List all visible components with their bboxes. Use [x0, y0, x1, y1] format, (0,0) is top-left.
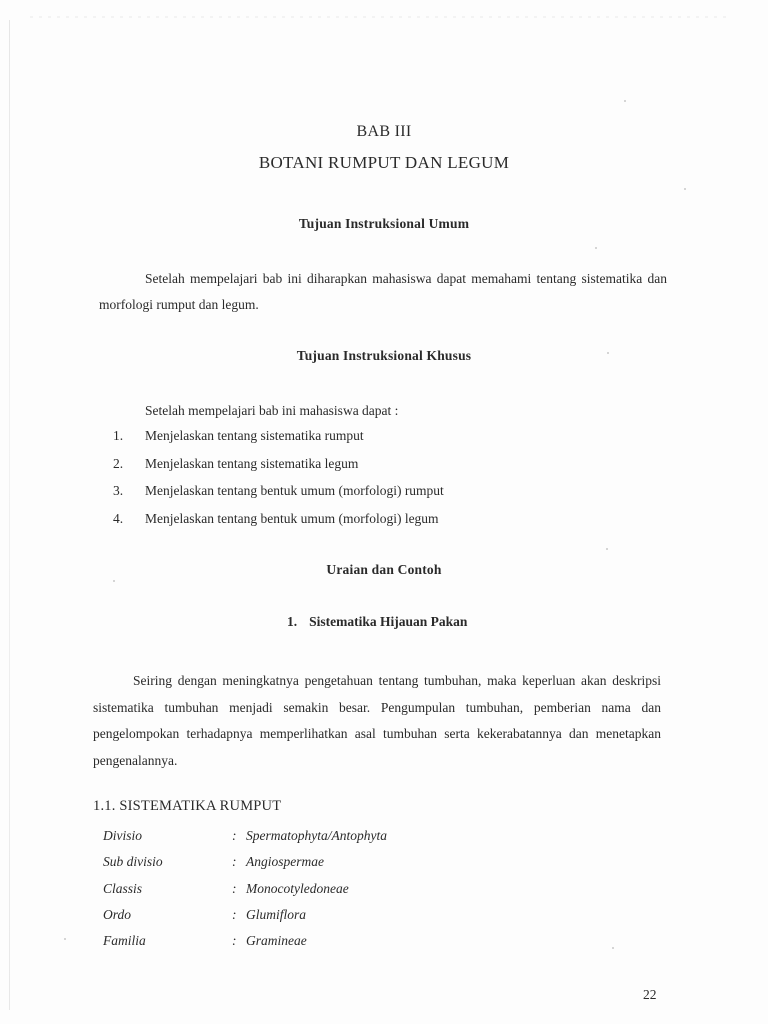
table-row	[103, 849, 387, 875]
scan-speck	[624, 100, 626, 102]
chapter-title: BOTANI RUMPUT DAN LEGUM	[258, 153, 510, 172]
list-item-text: Menjelaskan tentang bentuk umum (morfologi) rumput	[145, 483, 444, 498]
scan-speck	[64, 938, 66, 940]
specific-objective-intro: Setelah mempelajari bab ini mahasiswa dapat :	[145, 403, 399, 418]
taxon-separator: :	[232, 907, 237, 923]
taxon-value: Monocotyledoneae	[246, 880, 349, 896]
scan-speck	[606, 548, 608, 550]
general-objective-paragraph: Setelah mempelajari bab ini diharapkan mahasiswa dapat memahami tentang sistematika dan morfologi rumput dan legum.	[99, 271, 667, 312]
section-title: Sistematika Hijauan Pakan	[309, 614, 468, 629]
list-item-number: 1.	[113, 428, 124, 443]
section-number: 1.	[287, 614, 298, 629]
taxon-separator: :	[232, 880, 237, 896]
list-item	[113, 423, 444, 451]
description-heading: Uraian dan Contoh	[326, 562, 442, 577]
list-item-text: Menjelaskan tentang sistematika legum	[145, 455, 359, 471]
scan-speck	[607, 352, 609, 354]
table-row	[103, 928, 387, 954]
taxon-rank: Ordo	[103, 907, 132, 923]
page-number: 22	[643, 987, 657, 1002]
taxon-value: Gramineae	[246, 933, 307, 949]
taxon-rank: Sub divisio	[103, 854, 163, 870]
chapter-label: BAB III	[356, 123, 412, 140]
list-item-number: 4.	[113, 510, 124, 526]
scan-speck	[113, 580, 115, 582]
list-item	[113, 451, 444, 479]
table-row	[103, 823, 387, 849]
scan-speck	[595, 247, 597, 249]
taxon-value: Spermatophyta/Antophyta	[246, 828, 387, 844]
taxon-rank: Familia	[103, 933, 146, 949]
taxon-separator: :	[232, 828, 237, 844]
taxon-rank: Classis	[103, 880, 143, 896]
list-item-text: Menjelaskan tentang bentuk umum (morfologi) legum	[145, 510, 439, 526]
subsection-heading: 1.1. SISTEMATIKA RUMPUT	[93, 798, 282, 814]
scan-speck	[612, 947, 614, 949]
general-objective-heading: Tujuan Instruksional Umum	[298, 216, 470, 231]
section-heading	[287, 614, 467, 630]
specific-objective-heading: Tujuan Instruksional Khusus	[296, 348, 472, 363]
taxon-separator: :	[232, 933, 237, 949]
list-item-text: Menjelaskan tentang sistematika rumput	[145, 428, 364, 443]
scan-speck	[684, 188, 686, 190]
scan-noise	[30, 16, 730, 18]
list-item	[113, 506, 444, 534]
list-item	[113, 478, 444, 506]
taxon-separator: :	[232, 854, 237, 870]
list-item-number: 2.	[113, 455, 124, 471]
table-row	[103, 876, 387, 902]
taxon-value: Angiospermae	[246, 854, 324, 870]
list-item-number: 3.	[113, 483, 124, 498]
section-paragraph: Seiring dengan meningkatnya pengetahuan tentang tumbuhan, maka keperluan akan deskripsi sistematika tumbuhan menjadi semakin besar. Pengumpulan tumbuhan, pemberian nama dan pengelompokan terhadapnya memperlihatkan asal tumbuhan serta kekerabatannya dan menetapkan pengenalannya.	[93, 673, 661, 768]
specific-objective-list	[113, 423, 444, 533]
taxon-value: Glumiflora	[246, 907, 307, 923]
taxon-rank: Divisio	[103, 828, 142, 844]
taxonomy-table	[103, 823, 387, 954]
table-row	[103, 902, 387, 928]
